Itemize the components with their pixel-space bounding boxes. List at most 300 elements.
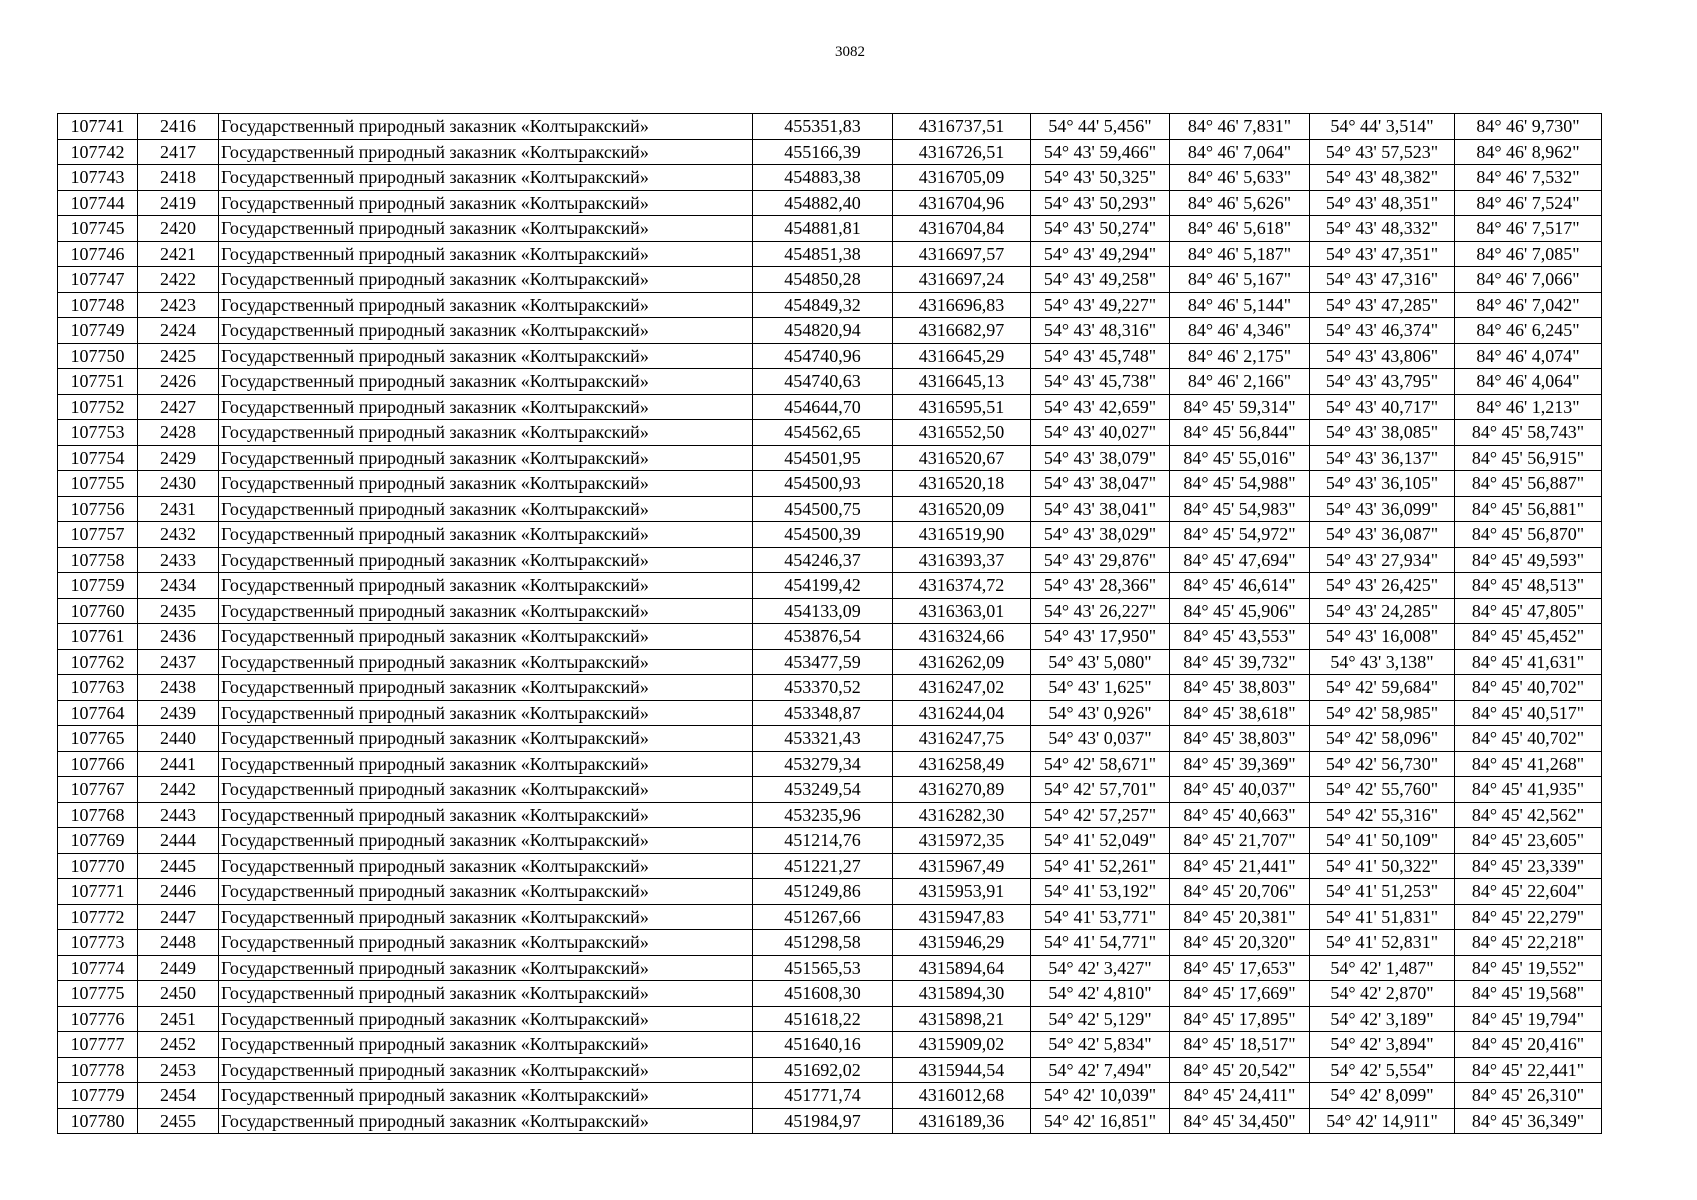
- x-coordinate-cell: 451771,74: [753, 1083, 893, 1109]
- row-id-cell: 107752: [58, 394, 138, 420]
- y-coordinate-cell: 4315972,35: [893, 828, 1031, 854]
- object-name-cell: Государственный природный заказник «Колтыракский»: [219, 241, 753, 267]
- longitude-cell-1: 84° 46' 7,831": [1170, 114, 1310, 140]
- point-number-cell: 2449: [138, 955, 219, 981]
- table-row: [58, 649, 1602, 675]
- object-name-cell: Государственный природный заказник «Колтыракский»: [219, 216, 753, 242]
- y-coordinate-cell: 4316247,75: [893, 726, 1031, 752]
- longitude-cell-2: 84° 46' 9,730": [1455, 114, 1602, 140]
- longitude-cell-1: 84° 46' 5,167": [1170, 267, 1310, 293]
- object-name-cell: Государственный природный заказник «Колтыракский»: [219, 318, 753, 344]
- page-number: 3082: [835, 44, 865, 60]
- latitude-cell-2: 54° 43' 24,285": [1310, 598, 1455, 624]
- object-name-cell: Государственный природный заказник «Колтыракский»: [219, 598, 753, 624]
- point-number-cell: 2424: [138, 318, 219, 344]
- latitude-cell-1: 54° 43' 50,325": [1031, 165, 1170, 191]
- latitude-cell-2: 54° 44' 3,514": [1310, 114, 1455, 140]
- latitude-cell-1: 54° 43' 29,876": [1031, 547, 1170, 573]
- y-coordinate-cell: 4315898,21: [893, 1006, 1031, 1032]
- y-coordinate-cell: 4316696,83: [893, 292, 1031, 318]
- longitude-cell-2: 84° 45' 40,517": [1455, 700, 1602, 726]
- object-name-cell: Государственный природный заказник «Колтыракский»: [219, 547, 753, 573]
- latitude-cell-1: 54° 43' 50,274": [1031, 216, 1170, 242]
- longitude-cell-1: 84° 46' 2,166": [1170, 369, 1310, 395]
- longitude-cell-2: 84° 45' 40,702": [1455, 726, 1602, 752]
- row-id-cell: 107744: [58, 190, 138, 216]
- table-row: [58, 802, 1602, 828]
- x-coordinate-cell: 454246,37: [753, 547, 893, 573]
- object-name-cell: Государственный природный заказник «Колтыракский»: [219, 1083, 753, 1109]
- longitude-cell-1: 84° 45' 54,988": [1170, 471, 1310, 497]
- table-row: [58, 445, 1602, 471]
- point-number-cell: 2434: [138, 573, 219, 599]
- table-row: [58, 955, 1602, 981]
- object-name-cell: Государственный природный заказник «Колтыракский»: [219, 1006, 753, 1032]
- latitude-cell-2: 54° 43' 36,099": [1310, 496, 1455, 522]
- point-number-cell: 2440: [138, 726, 219, 752]
- latitude-cell-1: 54° 43' 45,748": [1031, 343, 1170, 369]
- table-body: [58, 114, 1602, 1134]
- point-number-cell: 2448: [138, 930, 219, 956]
- longitude-cell-2: 84° 46' 4,074": [1455, 343, 1602, 369]
- latitude-cell-2: 54° 42' 55,760": [1310, 777, 1455, 803]
- latitude-cell-2: 54° 43' 46,374": [1310, 318, 1455, 344]
- table-row: [58, 522, 1602, 548]
- x-coordinate-cell: 454199,42: [753, 573, 893, 599]
- longitude-cell-2: 84° 45' 56,881": [1455, 496, 1602, 522]
- longitude-cell-1: 84° 45' 20,320": [1170, 930, 1310, 956]
- object-name-cell: Государственный природный заказник «Колтыракский»: [219, 496, 753, 522]
- longitude-cell-2: 84° 46' 8,962": [1455, 139, 1602, 165]
- object-name-cell: Государственный природный заказник «Колтыракский»: [219, 573, 753, 599]
- longitude-cell-2: 84° 46' 7,532": [1455, 165, 1602, 191]
- row-id-cell: 107780: [58, 1108, 138, 1134]
- longitude-cell-2: 84° 45' 56,915": [1455, 445, 1602, 471]
- table-row: [58, 292, 1602, 318]
- x-coordinate-cell: 454740,96: [753, 343, 893, 369]
- point-number-cell: 2442: [138, 777, 219, 803]
- latitude-cell-1: 54° 42' 5,129": [1031, 1006, 1170, 1032]
- latitude-cell-2: 54° 42' 5,554": [1310, 1057, 1455, 1083]
- y-coordinate-cell: 4315944,54: [893, 1057, 1031, 1083]
- longitude-cell-1: 84° 45' 54,972": [1170, 522, 1310, 548]
- latitude-cell-2: 54° 43' 47,351": [1310, 241, 1455, 267]
- latitude-cell-2: 54° 42' 58,096": [1310, 726, 1455, 752]
- longitude-cell-2: 84° 45' 41,268": [1455, 751, 1602, 777]
- longitude-cell-1: 84° 45' 40,037": [1170, 777, 1310, 803]
- latitude-cell-1: 54° 43' 0,037": [1031, 726, 1170, 752]
- x-coordinate-cell: 454133,09: [753, 598, 893, 624]
- object-name-cell: Государственный природный заказник «Колтыракский»: [219, 981, 753, 1007]
- object-name-cell: Государственный природный заказник «Колтыракский»: [219, 522, 753, 548]
- point-number-cell: 2426: [138, 369, 219, 395]
- y-coordinate-cell: 4316012,68: [893, 1083, 1031, 1109]
- table-row: [58, 879, 1602, 905]
- y-coordinate-cell: 4316519,90: [893, 522, 1031, 548]
- longitude-cell-1: 84° 45' 59,314": [1170, 394, 1310, 420]
- latitude-cell-1: 54° 43' 38,079": [1031, 445, 1170, 471]
- table-row: [58, 675, 1602, 701]
- latitude-cell-1: 54° 43' 48,316": [1031, 318, 1170, 344]
- latitude-cell-1: 54° 43' 26,227": [1031, 598, 1170, 624]
- longitude-cell-1: 84° 46' 7,064": [1170, 139, 1310, 165]
- longitude-cell-1: 84° 45' 21,707": [1170, 828, 1310, 854]
- table-row: [58, 1108, 1602, 1134]
- latitude-cell-1: 54° 42' 10,039": [1031, 1083, 1170, 1109]
- row-id-cell: 107764: [58, 700, 138, 726]
- latitude-cell-2: 54° 43' 27,934": [1310, 547, 1455, 573]
- latitude-cell-2: 54° 43' 36,087": [1310, 522, 1455, 548]
- table-row: [58, 904, 1602, 930]
- latitude-cell-1: 54° 42' 16,851": [1031, 1108, 1170, 1134]
- x-coordinate-cell: 454883,38: [753, 165, 893, 191]
- longitude-cell-2: 84° 45' 49,593": [1455, 547, 1602, 573]
- longitude-cell-2: 84° 46' 7,042": [1455, 292, 1602, 318]
- longitude-cell-2: 84° 45' 22,218": [1455, 930, 1602, 956]
- longitude-cell-2: 84° 45' 19,794": [1455, 1006, 1602, 1032]
- table-row: [58, 547, 1602, 573]
- longitude-cell-1: 84° 45' 17,669": [1170, 981, 1310, 1007]
- row-id-cell: 107769: [58, 828, 138, 854]
- point-number-cell: 2451: [138, 1006, 219, 1032]
- point-number-cell: 2452: [138, 1032, 219, 1058]
- table-row: [58, 1032, 1602, 1058]
- point-number-cell: 2416: [138, 114, 219, 140]
- table-row: [58, 700, 1602, 726]
- longitude-cell-2: 84° 46' 7,066": [1455, 267, 1602, 293]
- point-number-cell: 2445: [138, 853, 219, 879]
- longitude-cell-1: 84° 45' 54,983": [1170, 496, 1310, 522]
- table-row: [58, 267, 1602, 293]
- y-coordinate-cell: 4316645,29: [893, 343, 1031, 369]
- point-number-cell: 2443: [138, 802, 219, 828]
- latitude-cell-2: 54° 42' 1,487": [1310, 955, 1455, 981]
- latitude-cell-2: 54° 42' 3,189": [1310, 1006, 1455, 1032]
- longitude-cell-1: 84° 45' 43,553": [1170, 624, 1310, 650]
- x-coordinate-cell: 454820,94: [753, 318, 893, 344]
- x-coordinate-cell: 455351,83: [753, 114, 893, 140]
- object-name-cell: Государственный природный заказник «Колтыракский»: [219, 1032, 753, 1058]
- table-row: [58, 318, 1602, 344]
- object-name-cell: Государственный природный заказник «Колтыракский»: [219, 190, 753, 216]
- point-number-cell: 2421: [138, 241, 219, 267]
- longitude-cell-1: 84° 45' 17,895": [1170, 1006, 1310, 1032]
- latitude-cell-1: 54° 43' 45,738": [1031, 369, 1170, 395]
- table-row: [58, 241, 1602, 267]
- x-coordinate-cell: 451249,86: [753, 879, 893, 905]
- longitude-cell-2: 84° 45' 41,631": [1455, 649, 1602, 675]
- point-number-cell: 2431: [138, 496, 219, 522]
- x-coordinate-cell: 454500,93: [753, 471, 893, 497]
- point-number-cell: 2418: [138, 165, 219, 191]
- object-name-cell: Государственный природный заказник «Колтыракский»: [219, 292, 753, 318]
- latitude-cell-1: 54° 42' 7,494": [1031, 1057, 1170, 1083]
- row-id-cell: 107759: [58, 573, 138, 599]
- row-id-cell: 107747: [58, 267, 138, 293]
- latitude-cell-2: 54° 43' 40,717": [1310, 394, 1455, 420]
- longitude-cell-2: 84° 45' 48,513": [1455, 573, 1602, 599]
- latitude-cell-1: 54° 43' 59,466": [1031, 139, 1170, 165]
- longitude-cell-1: 84° 45' 24,411": [1170, 1083, 1310, 1109]
- y-coordinate-cell: 4316552,50: [893, 420, 1031, 446]
- y-coordinate-cell: 4315894,64: [893, 955, 1031, 981]
- latitude-cell-1: 54° 41' 53,192": [1031, 879, 1170, 905]
- point-number-cell: 2453: [138, 1057, 219, 1083]
- table-row: [58, 1006, 1602, 1032]
- latitude-cell-2: 54° 43' 48,351": [1310, 190, 1455, 216]
- x-coordinate-cell: 453348,87: [753, 700, 893, 726]
- y-coordinate-cell: 4316682,97: [893, 318, 1031, 344]
- x-coordinate-cell: 453370,52: [753, 675, 893, 701]
- latitude-cell-2: 54° 43' 48,332": [1310, 216, 1455, 242]
- x-coordinate-cell: 454740,63: [753, 369, 893, 395]
- object-name-cell: Государственный природный заказник «Колтыракский»: [219, 930, 753, 956]
- row-id-cell: 107772: [58, 904, 138, 930]
- longitude-cell-1: 84° 45' 38,803": [1170, 675, 1310, 701]
- table-row: [58, 981, 1602, 1007]
- row-id-cell: 107741: [58, 114, 138, 140]
- point-number-cell: 2425: [138, 343, 219, 369]
- x-coordinate-cell: 454500,75: [753, 496, 893, 522]
- object-name-cell: Государственный природный заказник «Колтыракский»: [219, 471, 753, 497]
- y-coordinate-cell: 4316247,02: [893, 675, 1031, 701]
- latitude-cell-1: 54° 43' 50,293": [1031, 190, 1170, 216]
- latitude-cell-2: 54° 43' 47,285": [1310, 292, 1455, 318]
- object-name-cell: Государственный природный заказник «Колтыракский»: [219, 165, 753, 191]
- x-coordinate-cell: 454851,38: [753, 241, 893, 267]
- row-id-cell: 107743: [58, 165, 138, 191]
- latitude-cell-2: 54° 41' 52,831": [1310, 930, 1455, 956]
- table-row: [58, 1083, 1602, 1109]
- longitude-cell-1: 84° 45' 21,441": [1170, 853, 1310, 879]
- latitude-cell-1: 54° 41' 53,771": [1031, 904, 1170, 930]
- row-id-cell: 107748: [58, 292, 138, 318]
- point-number-cell: 2455: [138, 1108, 219, 1134]
- y-coordinate-cell: 4316189,36: [893, 1108, 1031, 1134]
- longitude-cell-1: 84° 46' 4,346": [1170, 318, 1310, 344]
- table-row: [58, 394, 1602, 420]
- table-row: [58, 114, 1602, 140]
- row-id-cell: 107761: [58, 624, 138, 650]
- object-name-cell: Государственный природный заказник «Колтыракский»: [219, 445, 753, 471]
- longitude-cell-1: 84° 45' 20,381": [1170, 904, 1310, 930]
- y-coordinate-cell: 4315909,02: [893, 1032, 1031, 1058]
- row-id-cell: 107779: [58, 1083, 138, 1109]
- longitude-cell-1: 84° 45' 20,542": [1170, 1057, 1310, 1083]
- x-coordinate-cell: 454849,32: [753, 292, 893, 318]
- y-coordinate-cell: 4316270,89: [893, 777, 1031, 803]
- row-id-cell: 107746: [58, 241, 138, 267]
- x-coordinate-cell: 451267,66: [753, 904, 893, 930]
- latitude-cell-2: 54° 41' 51,253": [1310, 879, 1455, 905]
- row-id-cell: 107770: [58, 853, 138, 879]
- longitude-cell-2: 84° 45' 58,743": [1455, 420, 1602, 446]
- longitude-cell-1: 84° 45' 17,653": [1170, 955, 1310, 981]
- latitude-cell-1: 54° 43' 42,659": [1031, 394, 1170, 420]
- latitude-cell-2: 54° 43' 48,382": [1310, 165, 1455, 191]
- table-row: [58, 343, 1602, 369]
- x-coordinate-cell: 453321,43: [753, 726, 893, 752]
- x-coordinate-cell: 454500,39: [753, 522, 893, 548]
- row-id-cell: 107757: [58, 522, 138, 548]
- longitude-cell-1: 84° 45' 38,803": [1170, 726, 1310, 752]
- point-number-cell: 2427: [138, 394, 219, 420]
- longitude-cell-2: 84° 45' 40,702": [1455, 675, 1602, 701]
- longitude-cell-1: 84° 45' 46,614": [1170, 573, 1310, 599]
- y-coordinate-cell: 4316520,18: [893, 471, 1031, 497]
- longitude-cell-1: 84° 46' 5,144": [1170, 292, 1310, 318]
- point-number-cell: 2435: [138, 598, 219, 624]
- latitude-cell-1: 54° 42' 3,427": [1031, 955, 1170, 981]
- latitude-cell-1: 54° 42' 58,671": [1031, 751, 1170, 777]
- x-coordinate-cell: 451618,22: [753, 1006, 893, 1032]
- latitude-cell-1: 54° 43' 5,080": [1031, 649, 1170, 675]
- object-name-cell: Государственный природный заказник «Колтыракский»: [219, 675, 753, 701]
- longitude-cell-2: 84° 45' 22,441": [1455, 1057, 1602, 1083]
- row-id-cell: 107765: [58, 726, 138, 752]
- row-id-cell: 107775: [58, 981, 138, 1007]
- latitude-cell-1: 54° 43' 49,258": [1031, 267, 1170, 293]
- row-id-cell: 107751: [58, 369, 138, 395]
- longitude-cell-2: 84° 45' 56,870": [1455, 522, 1602, 548]
- object-name-cell: Государственный природный заказник «Колтыракский»: [219, 828, 753, 854]
- x-coordinate-cell: 454501,95: [753, 445, 893, 471]
- longitude-cell-2: 84° 45' 22,279": [1455, 904, 1602, 930]
- point-number-cell: 2436: [138, 624, 219, 650]
- table-row: [58, 726, 1602, 752]
- longitude-cell-1: 84° 45' 39,369": [1170, 751, 1310, 777]
- latitude-cell-2: 54° 42' 8,099": [1310, 1083, 1455, 1109]
- point-number-cell: 2429: [138, 445, 219, 471]
- row-id-cell: 107750: [58, 343, 138, 369]
- object-name-cell: Государственный природный заказник «Колтыракский»: [219, 700, 753, 726]
- longitude-cell-2: 84° 45' 23,339": [1455, 853, 1602, 879]
- latitude-cell-2: 54° 42' 58,985": [1310, 700, 1455, 726]
- table-row: [58, 853, 1602, 879]
- row-id-cell: 107777: [58, 1032, 138, 1058]
- row-id-cell: 107773: [58, 930, 138, 956]
- latitude-cell-1: 54° 42' 4,810": [1031, 981, 1170, 1007]
- object-name-cell: Государственный природный заказник «Колтыракский»: [219, 879, 753, 905]
- point-number-cell: 2447: [138, 904, 219, 930]
- longitude-cell-1: 84° 45' 34,450": [1170, 1108, 1310, 1134]
- point-number-cell: 2450: [138, 981, 219, 1007]
- longitude-cell-2: 84° 45' 47,805": [1455, 598, 1602, 624]
- x-coordinate-cell: 451298,58: [753, 930, 893, 956]
- longitude-cell-2: 84° 46' 7,085": [1455, 241, 1602, 267]
- x-coordinate-cell: 451565,53: [753, 955, 893, 981]
- longitude-cell-2: 84° 45' 56,887": [1455, 471, 1602, 497]
- row-id-cell: 107767: [58, 777, 138, 803]
- longitude-cell-1: 84° 45' 38,618": [1170, 700, 1310, 726]
- longitude-cell-1: 84° 45' 56,844": [1170, 420, 1310, 446]
- longitude-cell-2: 84° 45' 42,562": [1455, 802, 1602, 828]
- longitude-cell-1: 84° 45' 47,694": [1170, 547, 1310, 573]
- point-number-cell: 2433: [138, 547, 219, 573]
- latitude-cell-1: 54° 41' 52,261": [1031, 853, 1170, 879]
- object-name-cell: Государственный природный заказник «Колтыракский»: [219, 955, 753, 981]
- latitude-cell-2: 54° 42' 59,684": [1310, 675, 1455, 701]
- x-coordinate-cell: 454644,70: [753, 394, 893, 420]
- y-coordinate-cell: 4315946,29: [893, 930, 1031, 956]
- latitude-cell-1: 54° 43' 40,027": [1031, 420, 1170, 446]
- point-number-cell: 2430: [138, 471, 219, 497]
- object-name-cell: Государственный природный заказник «Колтыракский»: [219, 853, 753, 879]
- y-coordinate-cell: 4316520,67: [893, 445, 1031, 471]
- row-id-cell: 107771: [58, 879, 138, 905]
- longitude-cell-1: 84° 46' 5,633": [1170, 165, 1310, 191]
- table-row: [58, 190, 1602, 216]
- y-coordinate-cell: 4316258,49: [893, 751, 1031, 777]
- row-id-cell: 107763: [58, 675, 138, 701]
- row-id-cell: 107745: [58, 216, 138, 242]
- table-row: [58, 165, 1602, 191]
- y-coordinate-cell: 4315947,83: [893, 904, 1031, 930]
- latitude-cell-2: 54° 41' 50,322": [1310, 853, 1455, 879]
- y-coordinate-cell: 4316595,51: [893, 394, 1031, 420]
- point-number-cell: 2437: [138, 649, 219, 675]
- latitude-cell-1: 54° 43' 38,029": [1031, 522, 1170, 548]
- object-name-cell: Государственный природный заказник «Колтыракский»: [219, 420, 753, 446]
- x-coordinate-cell: 451692,02: [753, 1057, 893, 1083]
- object-name-cell: Государственный природный заказник «Колтыракский»: [219, 1057, 753, 1083]
- latitude-cell-1: 54° 41' 52,049": [1031, 828, 1170, 854]
- object-name-cell: Государственный природный заказник «Колтыракский»: [219, 114, 753, 140]
- point-number-cell: 2439: [138, 700, 219, 726]
- point-number-cell: 2428: [138, 420, 219, 446]
- y-coordinate-cell: 4316697,24: [893, 267, 1031, 293]
- object-name-cell: Государственный природный заказник «Колтыракский»: [219, 777, 753, 803]
- latitude-cell-1: 54° 44' 5,456": [1031, 114, 1170, 140]
- longitude-cell-1: 84° 45' 40,663": [1170, 802, 1310, 828]
- longitude-cell-2: 84° 46' 7,524": [1455, 190, 1602, 216]
- row-id-cell: 107749: [58, 318, 138, 344]
- x-coordinate-cell: 454850,28: [753, 267, 893, 293]
- longitude-cell-1: 84° 46' 5,618": [1170, 216, 1310, 242]
- table-row: [58, 216, 1602, 242]
- longitude-cell-2: 84° 45' 20,416": [1455, 1032, 1602, 1058]
- longitude-cell-2: 84° 45' 19,568": [1455, 981, 1602, 1007]
- y-coordinate-cell: 4315967,49: [893, 853, 1031, 879]
- table-row: [58, 496, 1602, 522]
- point-number-cell: 2441: [138, 751, 219, 777]
- table-row: [58, 828, 1602, 854]
- longitude-cell-2: 84° 45' 23,605": [1455, 828, 1602, 854]
- longitude-cell-1: 84° 45' 55,016": [1170, 445, 1310, 471]
- x-coordinate-cell: 451214,76: [753, 828, 893, 854]
- latitude-cell-2: 54° 43' 38,085": [1310, 420, 1455, 446]
- x-coordinate-cell: 453477,59: [753, 649, 893, 675]
- object-name-cell: Государственный природный заказник «Колтыракский»: [219, 343, 753, 369]
- table-row: [58, 777, 1602, 803]
- latitude-cell-1: 54° 43' 38,041": [1031, 496, 1170, 522]
- latitude-cell-2: 54° 41' 51,831": [1310, 904, 1455, 930]
- x-coordinate-cell: 451608,30: [753, 981, 893, 1007]
- x-coordinate-cell: 453235,96: [753, 802, 893, 828]
- x-coordinate-cell: 454882,40: [753, 190, 893, 216]
- y-coordinate-cell: 4316244,04: [893, 700, 1031, 726]
- coordinates-table: [57, 113, 1602, 1134]
- table-row: [58, 624, 1602, 650]
- latitude-cell-1: 54° 43' 38,047": [1031, 471, 1170, 497]
- latitude-cell-2: 54° 43' 36,137": [1310, 445, 1455, 471]
- row-id-cell: 107760: [58, 598, 138, 624]
- longitude-cell-1: 84° 45' 18,517": [1170, 1032, 1310, 1058]
- object-name-cell: Государственный природный заказник «Колтыракский»: [219, 726, 753, 752]
- x-coordinate-cell: 454562,65: [753, 420, 893, 446]
- row-id-cell: 107774: [58, 955, 138, 981]
- latitude-cell-2: 54° 43' 47,316": [1310, 267, 1455, 293]
